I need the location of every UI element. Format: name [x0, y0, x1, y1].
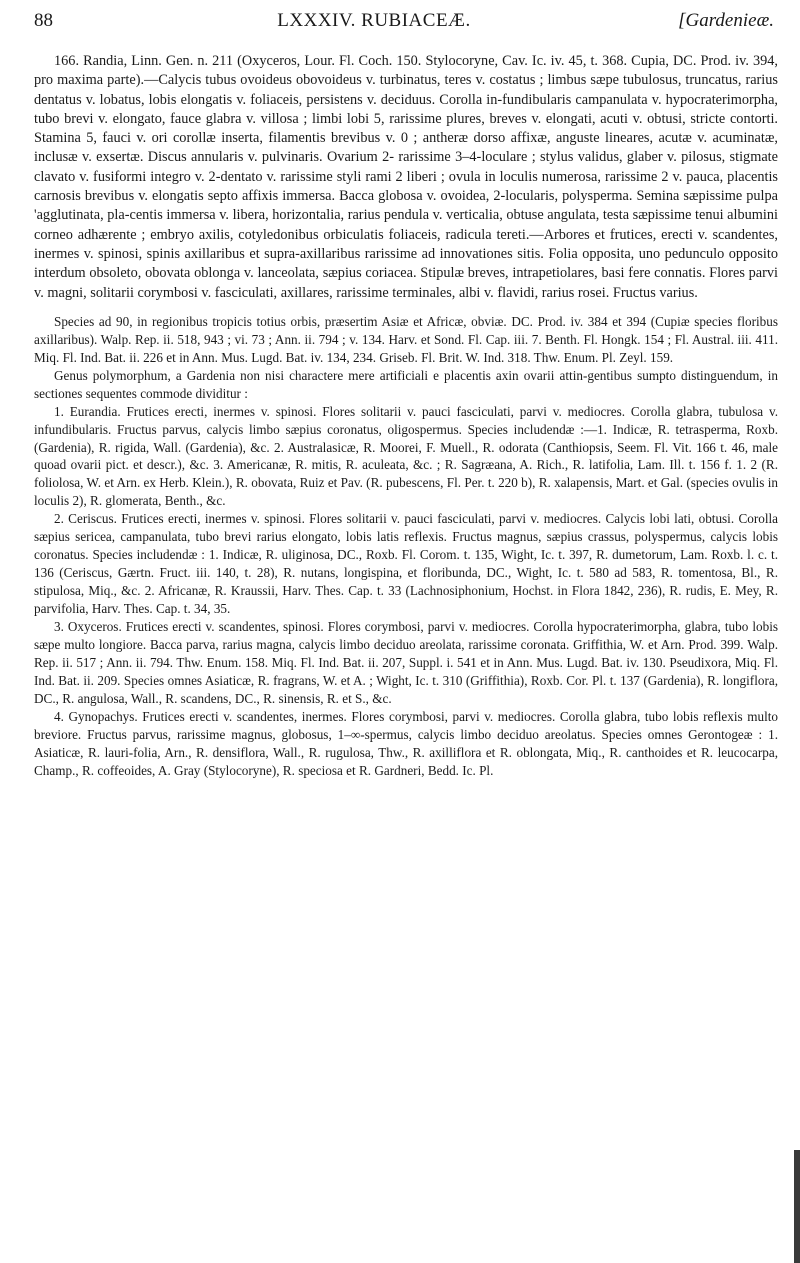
section-label: [Gardenieæ.	[678, 10, 774, 31]
genus-description: 166. Randia, Linn. Gen. n. 211 (Oxyceros, Lour. Fl. Coch. 150. Stylocoryne, Cav. Ic. iv. 45, t. 368. Cupia, DC. Prod. iv. 394, pro maxima parte).—Calycis tubus ovoideus obovoideus v. turbinatus, teres v. costatus ; limbus sæpe tubulosus, truncatus, rarius dentatus v. lobatus, lobis elongatis v. foliaceis, persistens v. deciduus. Corolla in-fundibularis campanulata v. hypocraterimorpha, tubo brevi v. elongato, fauce glabra v. villosa ; limbi lobi 5, rarissime plures, breves v. elongati, acuti v. obtusi, stricte contorti. Stamina 5, fauci v. ori corollæ inserta, filamentis brevibus v. 0 ; antheræ dorso affixæ, anguste lineares, acutæ v. acuminatæ, inclusæ v. exsertæ. Discus annularis v. pulvinaris. Ovarium 2- rarissime 3–4-loculare ; stylus validus, glaber v. pilosus, stigmate clavato v. fusiformi integro v. 2-dentato v. rarissime styli rami 2 liberi ; ovula in loculis numerosa, rarissime 2 v. pauca, placentis carnosis brevibus v. elongatis septo affixis immersa. Bacca globosa v. ovoidea, 2-locularis, polysperma. Semina sæpissime pulpa 'agglutinata, pla-centis immersa v. libera, horizontalia, rarius pendula v. verticalia, obtuse angulata, testa sæpissime tenui albumini corneo adhærente ; embryo axilis, cotyledonibus orbiculatis foliaceis, radicula tereti.—Arbores et frutices, erecti v. scandentes, inermes v. spinosi, spinis axillaribus et supra-axillaribus rarissime ad innovationes sitis. Folia opposita, uno pedunculo opposito interdum obsoleto, obovata oblonga v. lanceolata, sæpius coriacea. Stipulæ breves, intrapetiolares, basi fere connatis. Flores parvi v. magni, solitarii corymbosi v. fasciculati, axillares, rarissime terminales, albi v. flavidi, rarius rosei. Fructus varius.	[34, 53, 778, 301]
section-ceriscus: 2. Ceriscus. Frutices erecti, inermes v. spinosi. Flores solitarii v. pauci fasciculati, parvi v. mediocres. Calycis lobi lati, obtusi. Corolla sæpius sericea, campanulata, tubo brevi rarius elongato, lobis latis reflexis. Fructus magnus, sæpius crassus, polyspermus, calycis lobis coronatus. Species includendæ : 1. Indicæ, R. uliginosa, DC., Roxb. Fl. Corom. t. 135, Wight, Ic. t. 397, R. dumetorum, Lam. Roxb. l. c. t. 136 (Ceriscus, Gærtn. Fruct. iii. 140, t. 28), R. nutans, longispina, et floribunda, DC., Wight, Ic. t. 580 ad 583, R. tomentosa, Bl., R. stipulosa, Miq., &c. 2. Africanæ, R. Kraussii, Harv. Thes. Cap. t. 33 (Lachnosiphonium, Hochst. in Flora 1842, 236), R. rudis, E. Mey, R. parvifolia, Harv. Thes. Cap. t. 34, 35.	[34, 511, 778, 617]
section-eurandia: 1. Eurandia. Frutices erecti, inermes v. spinosi. Flores solitarii v. pauci fasciculati, parvi v. mediocres. Corolla glabra, tubulosa v. infundibularis. Fructus parvus, calycis limbo sæpius coronatus, oligospermus. Species includendæ :—1. Indicæ, R. tetrasperma, Roxb. (Gardenia), R. rigida, Wall. (Gardenia), &c. 2. Australasicæ, R. Moorei, F. Muell., R. odorata (Canthiopsis, Seem. Fl. Vit. 166 t. 46, male quoad ovarii pict. et descr.), &c. 3. Americanæ, R. mitis, R. aculeata, &c. ; R. Sagræana, A. Rich., R. latifolia, Lam. Ill. t. 156 f. 1. 2 (R. foliolosa, W. et Arn. ex Herb. Klein.), R. obovata, Ruiz et Pav. (R. pubescens, Fl. Per. t. 220 b), R. xalapensis, Mart. et Gal. (species ovulis in loculis 2), R. glomerata, Benth., &c.	[34, 403, 778, 509]
genus-note: Genus polymorphum, a Gardenia non nisi charactere mere artificiali e placentis axin ovarii attin-gentibus sumpto distinguendum, in sectiones sequentes commode dividitur :	[34, 367, 778, 401]
section-gynopachys: 4. Gynopachys. Frutices erecti v. scandentes, inermes. Flores corymbosi, parvi v. mediocres. Corolla glabra, tubo lobis reflexis multo breviore. Fructus parvus, rarissime magnus, globosus, 1–∞-spermus, calycis limbo deciduo areolatus. Species omnes Gerontogeæ : 1. Asiaticæ, R. lauri-folia, Arn., R. densiflora, Wall., R. rugulosa, Thw., R. axilliflora et R. oblongata, Miq., R. canthoides et R. leucocarpa, Champ., R. coffeoides, A. Gray (Stylocoryne), R. speciosa et R. Gardneri, Bedd. Ic. Pl.	[34, 708, 778, 778]
running-title: LXXXIV. RUBIACEÆ.	[277, 10, 471, 31]
running-header	[34, 6, 774, 36]
species-note: Species ad 90, in regionibus tropicis totius orbis, præsertim Asiæ et Africæ, obviæ. DC. Prod. iv. 384 et 394 (Cupiæ species floribus axillaribus). Walp. Rep. ii. 518, 943 ; vi. 73 ; Ann. ii. 794 ; v. 134. Harv. et Sond. Fl. Cap. iii. 7. Benth. Fl. Hongk. 154 ; Fl. Austral. iii. 411. Miq. Fl. Ind. Bat. ii. 226 et in Ann. Mus. Lugd. Bat. iv. 134, 234. Griseb. Fl. Brit. W. Ind. 318. Thw. Enum. Pl. Zeyl. 159.	[34, 313, 778, 365]
section-oxyceros: 3. Oxyceros. Frutices erecti v. scandentes, spinosi. Flores corymbosi, parvi v. mediocres. Corolla hypocraterimorpha, glabra, tubo lobis sæpe multo longiore. Bacca parva, rarius magna, calycis limbo deciduo areolata, rarissime coronata. Griffithia, W. et Arn. Prod. 399. Walp. Rep. ii. 517 ; Ann. ii. 794. Thw. Enum. 158. Miq. Fl. Ind. Bat. ii. 207, Suppl. i. 541 et in Ann. Mus. Lugd. Bat. iv. 130. Pseudixora, Miq. Fl. Ind. Bat. ii. 209. Species omnes Asiaticæ, R. fragrans, W. et A. ; Wight, Ic. t. 310 (Griffithia), Roxb. Cor. Pl. t. 137 (Gardenia), R. longiflora, DC., R. angulosa, Wall., R. scandens, DC., R. sinensis, R. et S., &c.	[34, 619, 778, 706]
scan-edge-shadow	[794, 1150, 800, 1263]
page-number: 88	[34, 10, 53, 31]
page-body	[34, 52, 778, 780]
